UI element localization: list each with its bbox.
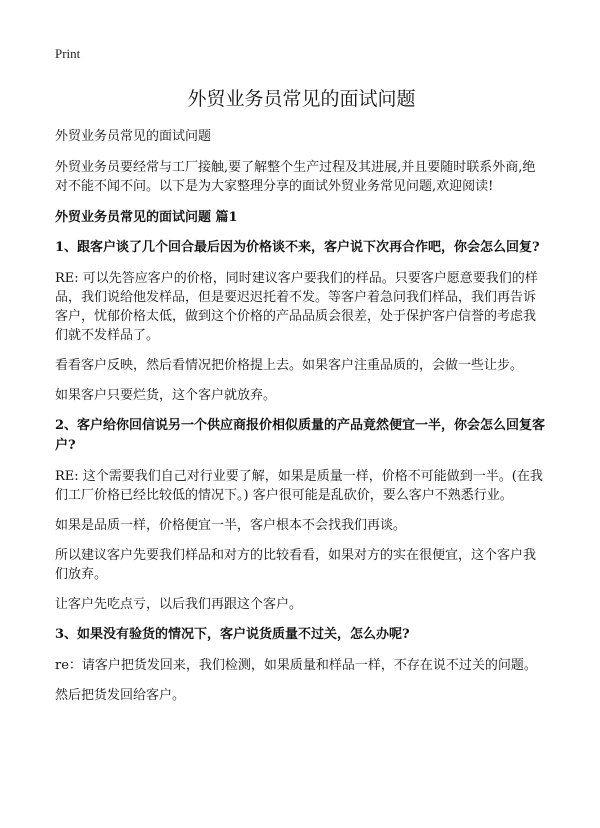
answer-paragraph: 让客户先吃点亏，以后我们再跟这个客户。 — [55, 597, 303, 612]
section-heading: 外贸业务员常见的面试问题 篇1 — [55, 210, 238, 225]
print-link[interactable]: Print — [55, 46, 81, 61]
answer-paragraph: RE: 这个需要我们自己对行业要了解，如果是质量一样，价格不可能做到一半。(在我们工厂价格已经比较低的情况下。) 客户很可能是乱砍价，要么客户不熟悉行业。 — [55, 469, 543, 503]
question-3: 3、如果没有验货的情况下，客户说货质量不过关，怎么办呢? — [55, 627, 410, 642]
document-subtitle: 外贸业务员常见的面试问题 — [55, 129, 212, 144]
answer-paragraph: 如果客户只要烂货，这个客户就放弃。 — [55, 388, 277, 403]
answer-paragraph: 看看客户反映，然后看情况把价格提上去。如果客户注重品质的，会做一些让步。 — [55, 358, 524, 373]
question-1: 1、跟客户谈了几个回合最后因为价格谈不来，客户说下次再合作吧，你会怎么回复? — [55, 240, 540, 255]
question-2: 2、客户给你回信说另一个供应商报价相似质量的产品竟然便宜一半，你会怎么回复客户? — [55, 418, 546, 453]
answer-paragraph: 然后把货发回给客户。 — [55, 688, 186, 703]
answer-paragraph: RE: 可以先答应客户的价格，同时建议客户要我们的样品。只要客户愿意要我们的样品，我们说给他发样品，但是要迟迟托着不发。等客户着急问我们样品，我们再告诉客户，忧郁价格太低，做到这个价格的产品品质会很差，处于保护客户信誉的考虑我们就不发样品了。 — [55, 271, 538, 343]
answer-paragraph: 所以建议客户先要我们样品和对方的比较看看，如果对方的实在很便宜，这个客户我们放弃。 — [55, 548, 537, 582]
intro-paragraph: 外贸业务员要经常与工厂接触,要了解整个生产过程及其进展,并且要随时联系外商,绝对不能不闻不问。以下是为大家整理分享的面试外贸业务常见问题,欢迎阅读! — [55, 160, 536, 194]
answer-paragraph: 如果是品质一样，价格便宜一半，客户根本不会找我们再谈。 — [55, 518, 407, 533]
document-title: 外贸业务员常见的面试问题 — [187, 88, 416, 110]
answer-paragraph: re：请客户把货发回来，我们检测，如果质量和样品一样，不存在说不过关的问题。 — [55, 658, 537, 673]
